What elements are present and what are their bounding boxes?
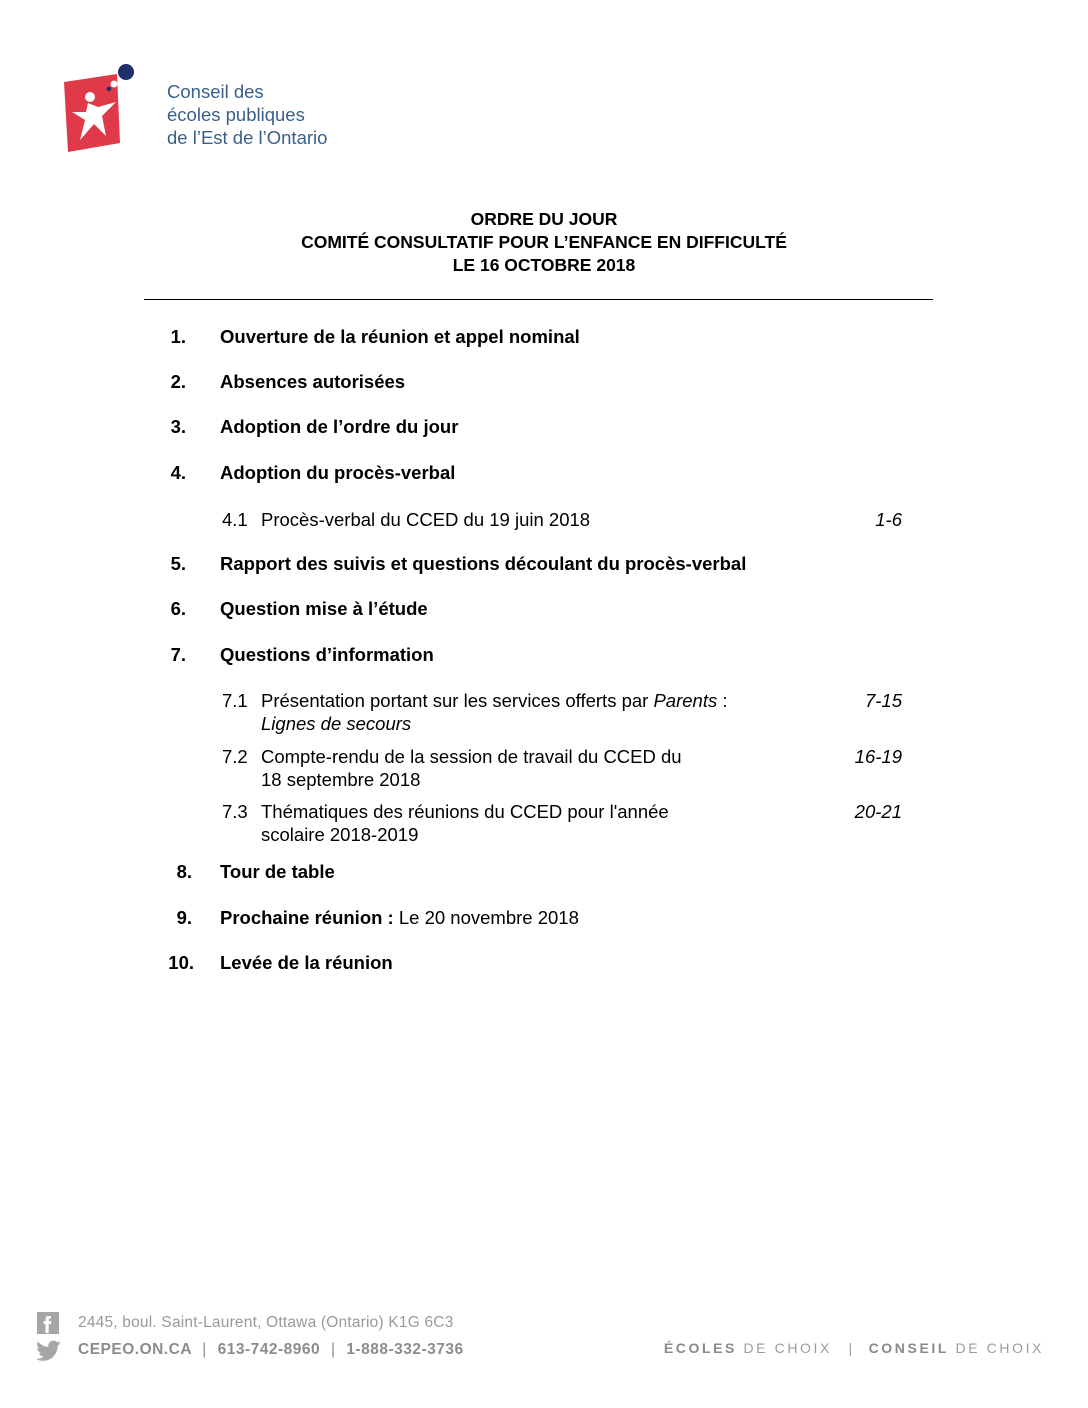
agenda-item-label: Tour de table <box>220 861 335 882</box>
agenda-item-number: 7. <box>170 644 186 665</box>
subitem-text-part: Thématiques des réunions du CCED pour l'année <box>261 801 669 822</box>
agenda-item-label: Absences autorisées <box>220 371 406 392</box>
agenda-item-number: 1. <box>170 326 186 347</box>
agenda-item-label-bold: Prochaine réunion : <box>220 907 394 928</box>
subitem-text: Procès-verbal du CCED du 19 juin 2018 <box>261 509 591 530</box>
agenda-item-number: 4. <box>170 462 186 483</box>
subitem-number: 7.3 <box>222 801 248 822</box>
agenda-subitem-7-1 <box>0 689 1088 735</box>
tagline-word: CONSEIL <box>868 1340 950 1356</box>
agenda-item-number: 9. <box>176 907 192 928</box>
footer-website-link[interactable]: CEPEO.ON.CA <box>78 1341 192 1358</box>
agenda-item-label: Rapport des suivis et questions découlant du procès-verbal <box>220 553 747 574</box>
agenda-item-number: 5. <box>170 553 186 574</box>
document-header <box>0 208 1088 277</box>
twitter-icon[interactable] <box>36 1340 62 1362</box>
subitem-pages: 20-21 <box>854 801 902 822</box>
logo-line-1: Conseil des <box>167 81 264 102</box>
subitem-number: 7.1 <box>222 690 248 711</box>
footer-separator: | <box>202 1341 207 1358</box>
agenda-item-label: Questions d’information <box>220 644 434 665</box>
agenda-item-label: Adoption du procès-verbal <box>220 462 456 483</box>
subitem-text-italic: Parents <box>653 690 718 711</box>
tagline-separator: | <box>848 1340 853 1356</box>
footer-address: 2445, boul. Saint-Laurent, Ottawa (Ontario) K1G 6C3 <box>78 1314 454 1331</box>
agenda-item-label-date: Le 20 novembre 2018 <box>393 907 579 928</box>
logo-line-3: de l’Est de l’Ontario <box>167 127 328 148</box>
agenda-subitem-7-3 <box>0 800 1088 846</box>
agenda-item-number: 10. <box>168 952 194 973</box>
agenda-item-label: Ouverture de la réunion et appel nominal <box>220 326 580 347</box>
committee-name: COMITÉ CONSULTATIF POUR L’ENFANCE EN DIFFICULTÉ <box>301 232 787 252</box>
subitem-text <box>261 689 821 735</box>
meeting-date: LE 16 OCTOBRE 2018 <box>452 255 636 275</box>
footer-separator: | <box>330 1341 336 1358</box>
agenda-item-label: Levée de la réunion <box>220 952 393 973</box>
subitem-number: 4.1 <box>222 509 248 530</box>
subitem-text-part: Compte-rendu de la session de travail du CCED du <box>261 746 682 767</box>
logo-line-2: écoles publiques <box>167 104 305 125</box>
footer-tagline <box>664 1340 1044 1356</box>
subitem-pages: 16-19 <box>854 746 902 767</box>
subitem-text <box>261 800 821 846</box>
subitem-text-line2: Lignes de secours <box>261 713 412 734</box>
subitem-text-part: : <box>717 690 728 711</box>
subitem-pages: 7-15 <box>864 690 902 711</box>
agenda-item-label: Question mise à l’étude <box>220 598 428 619</box>
facebook-icon[interactable] <box>36 1311 60 1335</box>
footer-phone-local[interactable]: 613-742-8960 <box>217 1341 321 1358</box>
agenda-subitem-7-2 <box>0 745 1088 791</box>
subitem-text-part: Présentation portant sur les services offerts par <box>261 690 654 711</box>
subitem-pages: 1-6 <box>875 509 902 530</box>
subitem-text-line2: scolaire 2018-2019 <box>261 824 419 845</box>
agenda-item-number: 6. <box>170 598 186 619</box>
header-divider <box>144 299 933 300</box>
agenda-item-number: 3. <box>170 416 186 437</box>
footer-phone-tollfree[interactable]: 1-888-332-3736 <box>346 1341 464 1358</box>
subitem-text-line2: 18 septembre 2018 <box>261 769 421 790</box>
agenda-item-number: 8. <box>176 861 192 882</box>
tagline-word: DE CHOIX <box>736 1340 832 1356</box>
subitem-text <box>261 745 821 791</box>
agenda-item-number: 2. <box>170 371 186 392</box>
tagline-word: ÉCOLES <box>663 1340 737 1356</box>
document-title: ORDRE DU JOUR <box>470 209 618 229</box>
tagline-word: DE CHOIX <box>949 1340 1044 1356</box>
footer-contact-line <box>78 1341 464 1359</box>
organization-logo <box>60 60 360 160</box>
agenda-item-label: Adoption de l’ordre du jour <box>220 416 459 437</box>
agenda-item-label <box>220 907 579 929</box>
subitem-number: 7.2 <box>222 746 248 767</box>
logo-wordmark <box>167 80 327 149</box>
logo-mark-icon <box>60 60 160 155</box>
